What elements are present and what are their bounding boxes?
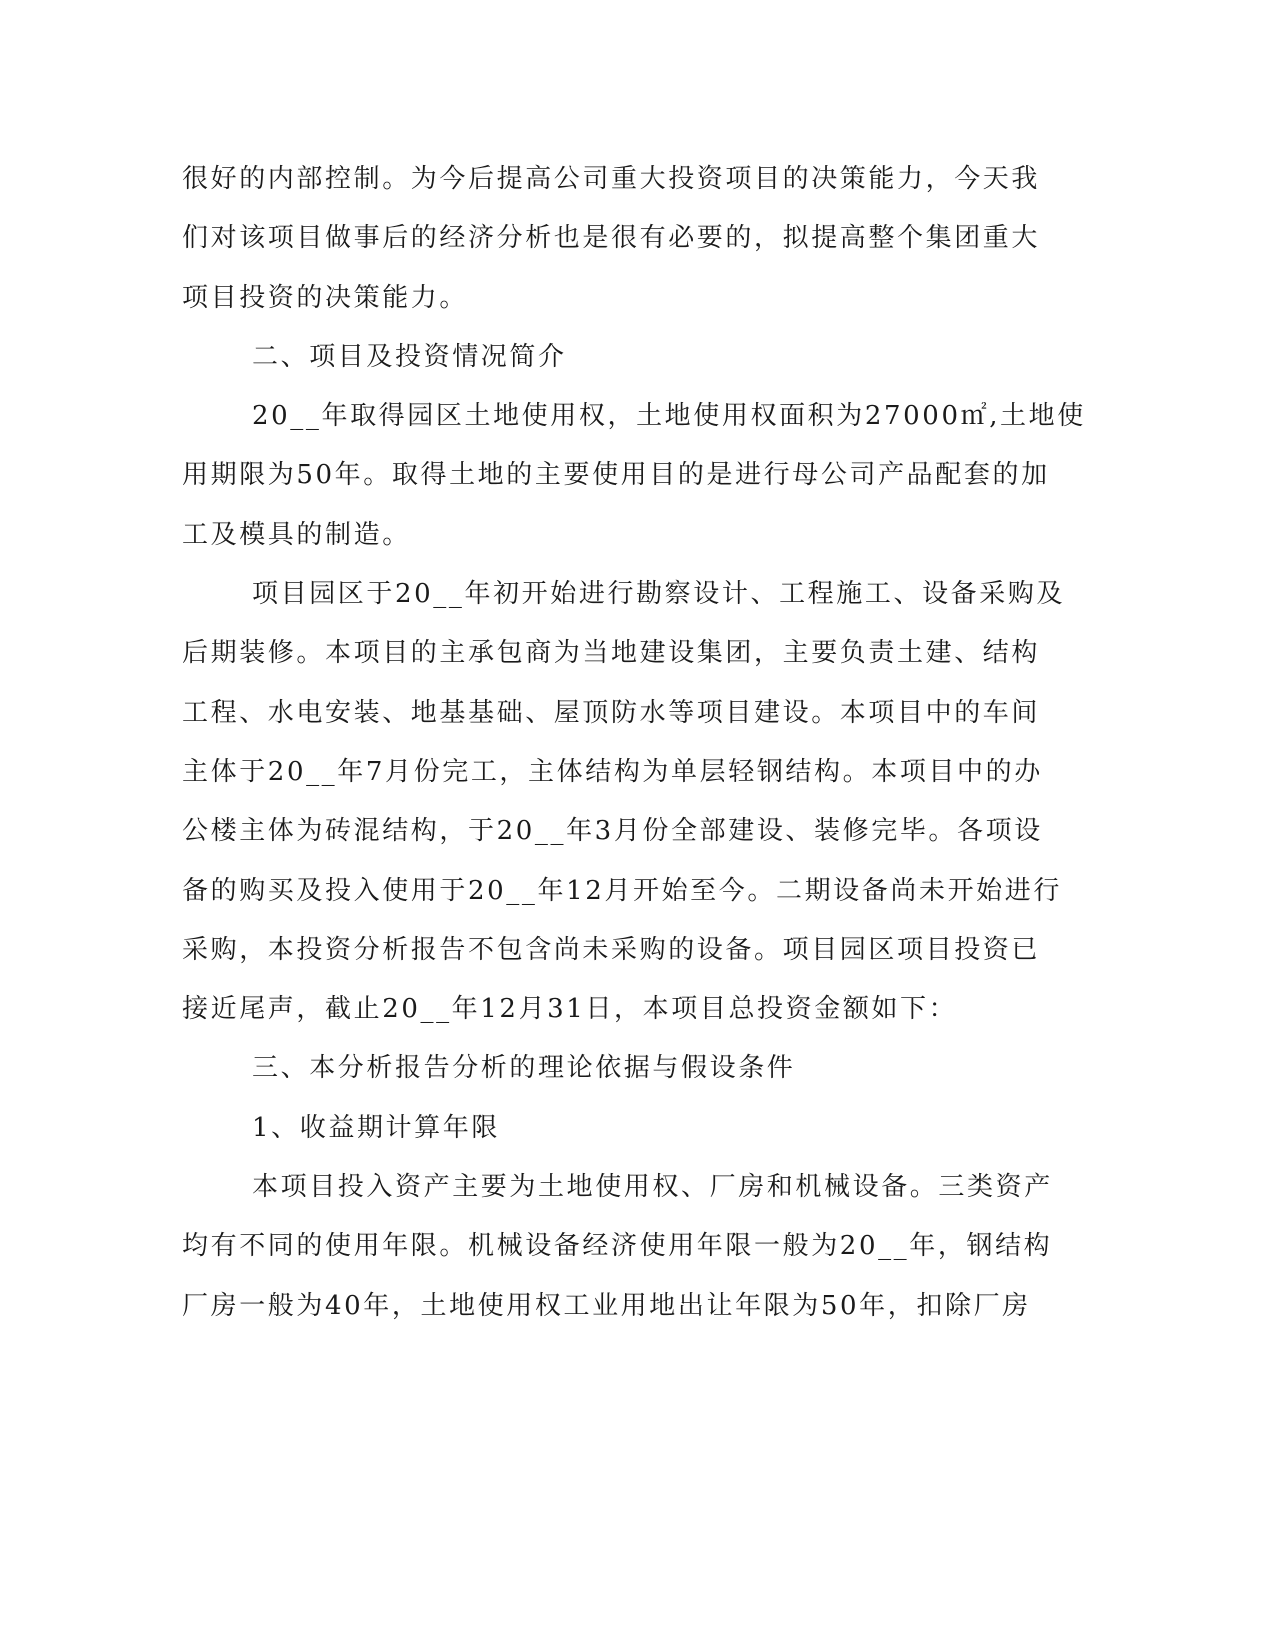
body-line: 20__年取得园区土地使用权，土地使用权面积为27000㎡,土地使 — [252, 401, 1086, 432]
section-heading: 二、项目及投资情况简介 — [252, 341, 567, 372]
body-line: 备的购买及投入使用于20__年12月开始至今。二期设备尚未开始进行 — [182, 875, 1062, 906]
body-line: 很好的内部控制。为今后提高公司重大投资项目的决策能力，今天我 — [182, 164, 1041, 194]
body-line: 后期装修。本项目的主承包商为当地建设集团，主要负责土建、结构 — [182, 638, 1041, 669]
body-line: 主体于20__年7月份完工，主体结构为单层轻钢结构。本项目中的办 — [182, 756, 1043, 787]
body-line: 本项目投入资产主要为土地使用权、厂房和机械设备。三类资产 — [252, 1172, 1053, 1203]
body-line: 采购，本投资分析报告不包含尚未采购的设备。项目园区项目投资已 — [182, 934, 1041, 965]
subsection-heading: 1、收益期计算年限 — [252, 1112, 500, 1143]
body-line: 项目投资的决策能力。 — [182, 282, 469, 313]
body-line: 工程、水电安装、地基基础、屋顶防水等项目建设。本项目中的车间 — [182, 697, 1041, 728]
body-line: 工及模具的制造。 — [182, 519, 411, 550]
body-line: 们对该项目做事后的经济分析也是很有必要的，拟提高整个集团重大 — [182, 223, 1041, 254]
body-line: 厂房一般为40年，土地使用权工业用地出让年限为50年，扣除厂房 — [182, 1290, 1031, 1321]
body-line: 用期限为50年。取得土地的主要使用目的是进行母公司产品配套的加 — [182, 460, 1050, 491]
body-line: 项目园区于20__年初开始进行勘察设计、工程施工、设备采购及 — [252, 579, 1066, 610]
document-body — [182, 150, 1086, 1336]
body-line: 接近尾声，截止20__年12月31日，本项目总投资金额如下： — [182, 994, 958, 1025]
body-line: 均有不同的使用年限。机械设备经济使用年限一般为20__年，钢结构 — [182, 1231, 1053, 1262]
body-line: 公楼主体为砖混结构，于20__年3月份全部建设、装修完毕。各项设 — [182, 816, 1043, 847]
section-heading: 三、本分析报告分析的理论依据与假设条件 — [252, 1053, 796, 1084]
